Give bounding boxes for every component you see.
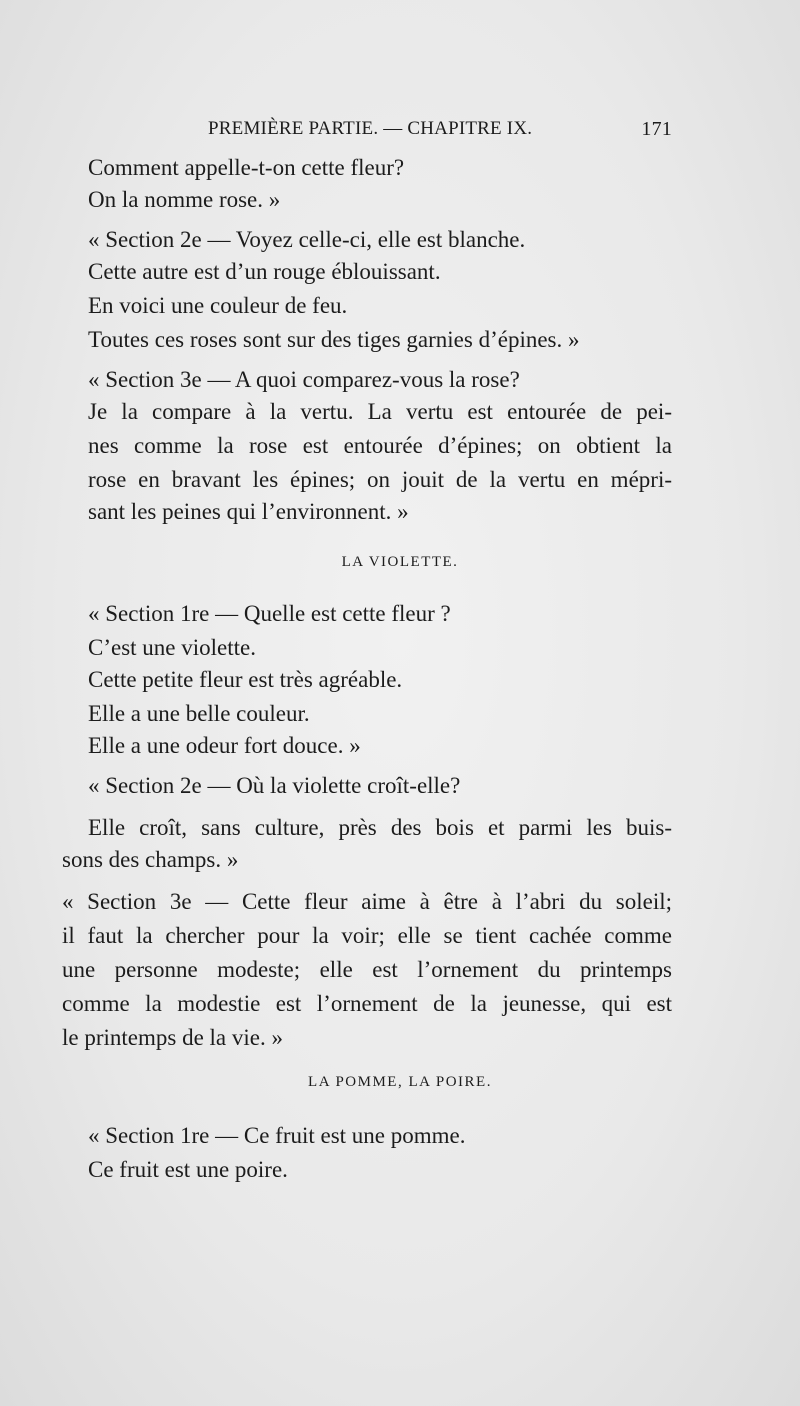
- text-line: sant les peines qui l’environnent. »: [88, 499, 409, 524]
- text-line: « Section 3e — A quoi comparez-vous la rose?: [88, 367, 520, 392]
- text-line: sons des champs. »: [62, 847, 239, 872]
- running-head: PREMIÈRE PARTIE. — CHAPITRE IX.: [208, 118, 533, 139]
- text-line: comme la modestie est l’ornement de la jeunesse, qui est: [62, 991, 672, 1016]
- text-line: Elle a une belle couleur.: [88, 701, 310, 726]
- text-line: « Section 1re — Quelle est cette fleur ?: [88, 601, 451, 626]
- text-line: une personne modeste; elle est l’ornement du printemps: [62, 957, 672, 982]
- section-heading: LA VIOLETTE.: [341, 554, 459, 570]
- text-line: Elle croît, sans culture, près des bois et parmi les buis-: [88, 815, 672, 840]
- text-line: On la nomme rose. »: [88, 187, 281, 212]
- text-line: Cette petite fleur est très agréable.: [88, 667, 403, 692]
- text-line: « Section 3e — Cette fleur aime à être à l’abri du soleil;: [62, 889, 672, 914]
- text-line: « Section 2e — Voyez celle-ci, elle est blanche.: [88, 227, 526, 252]
- text-line: Toutes ces roses sont sur des tiges garnies d’épines. »: [88, 327, 580, 352]
- text-line: C’est une violette.: [88, 635, 256, 660]
- text-line: Cette autre est d’un rouge éblouissant.: [88, 259, 441, 284]
- text-line: il faut la chercher pour la voir; elle se tient cachée comme: [62, 923, 672, 948]
- text-line: Je la compare à la vertu. La vertu est entourée de pei-: [88, 399, 672, 424]
- text-line: rose en bravant les épines; on jouit de la vertu en mépri-: [88, 467, 672, 492]
- text-line: « Section 1re — Ce fruit est une pomme.: [88, 1123, 466, 1148]
- text-line: Comment appelle-t-on cette fleur?: [88, 155, 405, 180]
- text-line: En voici une couleur de feu.: [88, 293, 348, 318]
- page-number: 171: [641, 118, 672, 140]
- text-line: nes comme la rose est entourée d’épines; on obtient la: [88, 433, 672, 458]
- page-header: [88, 118, 672, 144]
- text-line: le printemps de la vie. »: [62, 1025, 283, 1050]
- text-line: « Section 2e — Où la violette croît-elle?: [88, 773, 461, 798]
- section-heading: LA POMME, LA POIRE.: [308, 1074, 492, 1090]
- text-line: Elle a une odeur fort douce. »: [88, 733, 361, 758]
- text-line: Ce fruit est une poire.: [88, 1157, 288, 1182]
